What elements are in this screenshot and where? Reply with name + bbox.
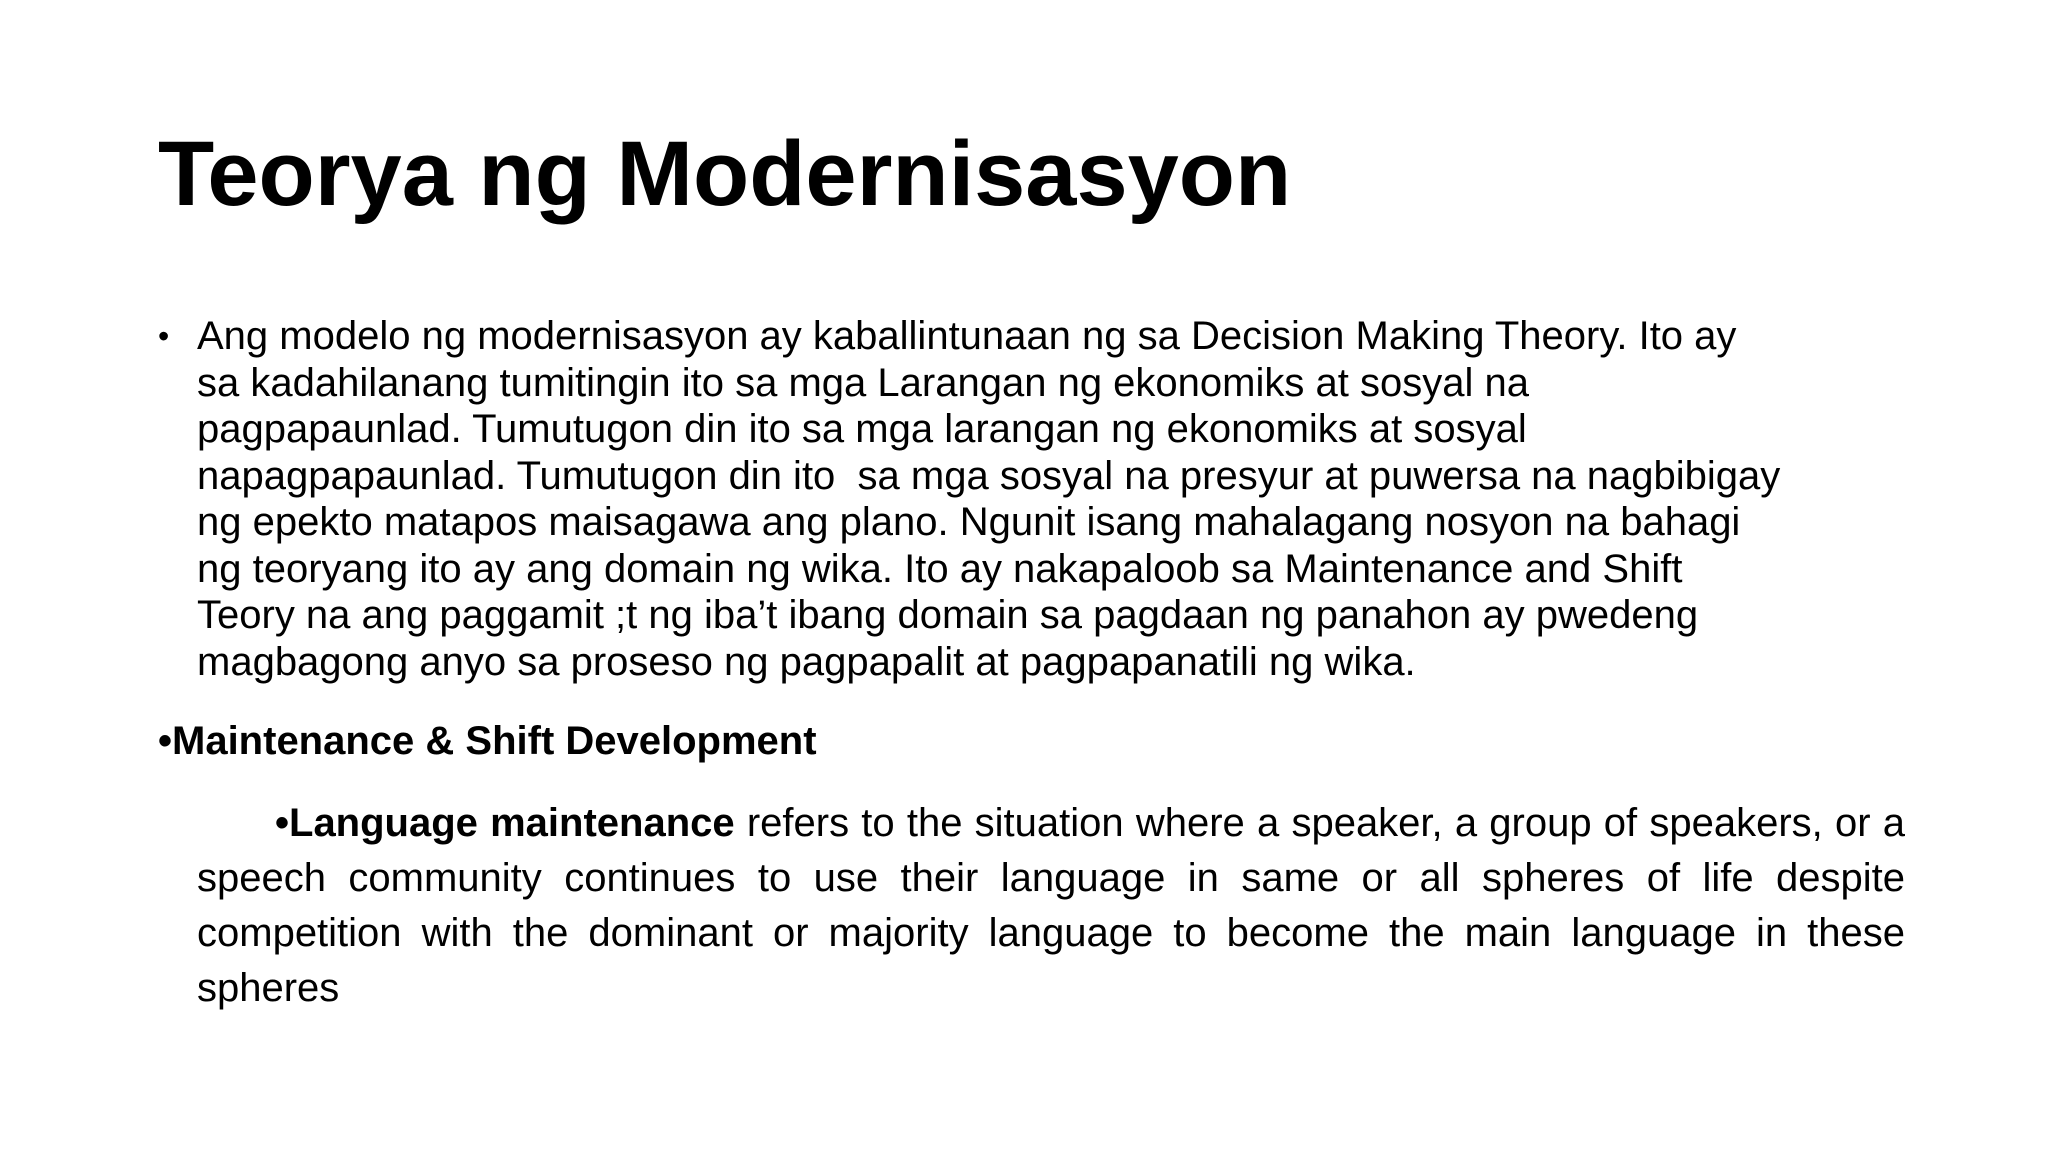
sub-bullet-paragraph — [197, 796, 1905, 1016]
slide-title: Teorya ng Modernisasyon — [158, 123, 1292, 225]
paragraph-line: ng teoryang ito ay ang domain ng wika. Ito ay nakapaloob sa Maintenance and Shift — [197, 546, 1683, 591]
paragraph-line: pagpapaunlad. Tumutugon din ito sa mga larangan ng ekonomiks at sosyal — [197, 407, 1527, 451]
main-bullet-paragraph — [158, 313, 1918, 685]
paragraph-line: napagpapaunlad. Tumutugon din ito sa mga sosyal na presyur at puwersa na nagbibigay — [197, 453, 1781, 498]
paragraph-line: Teory na ang paggamit ;t ng iba’t ibang domain sa pagdaan ng panahon ay pwedeng — [197, 593, 1699, 637]
sub-bullet-text: refers to the situation where a speaker, a group of speakers, or a speech community continues to use their language in same or all spheres of life despite competition with the dominant or majority language to become the main language in these spheres — [197, 801, 1905, 1010]
paragraph-line: sa kadahilanang tumitingin ito sa mga Larangan ng ekonomiks at sosyal na — [197, 360, 1529, 405]
bullet-dot: • — [158, 318, 170, 354]
sub-bullet-term: •Language maintenance — [275, 801, 735, 845]
paragraph-line: magbagong anyo sa proseso ng pagpapalit at pagpapanatili ng wika. — [197, 639, 1416, 684]
paragraph-line: ng epekto matapos maisagawa ang plano. Ngunit isang mahalagang nosyon na bahagi — [197, 500, 1741, 544]
paragraph-line: Ang modelo ng modernisasyon ay kaballintunaan ng sa Decision Making Theory. Ito ay — [197, 314, 1737, 358]
section-heading-bullet: •Maintenance & Shift Development — [158, 719, 817, 763]
